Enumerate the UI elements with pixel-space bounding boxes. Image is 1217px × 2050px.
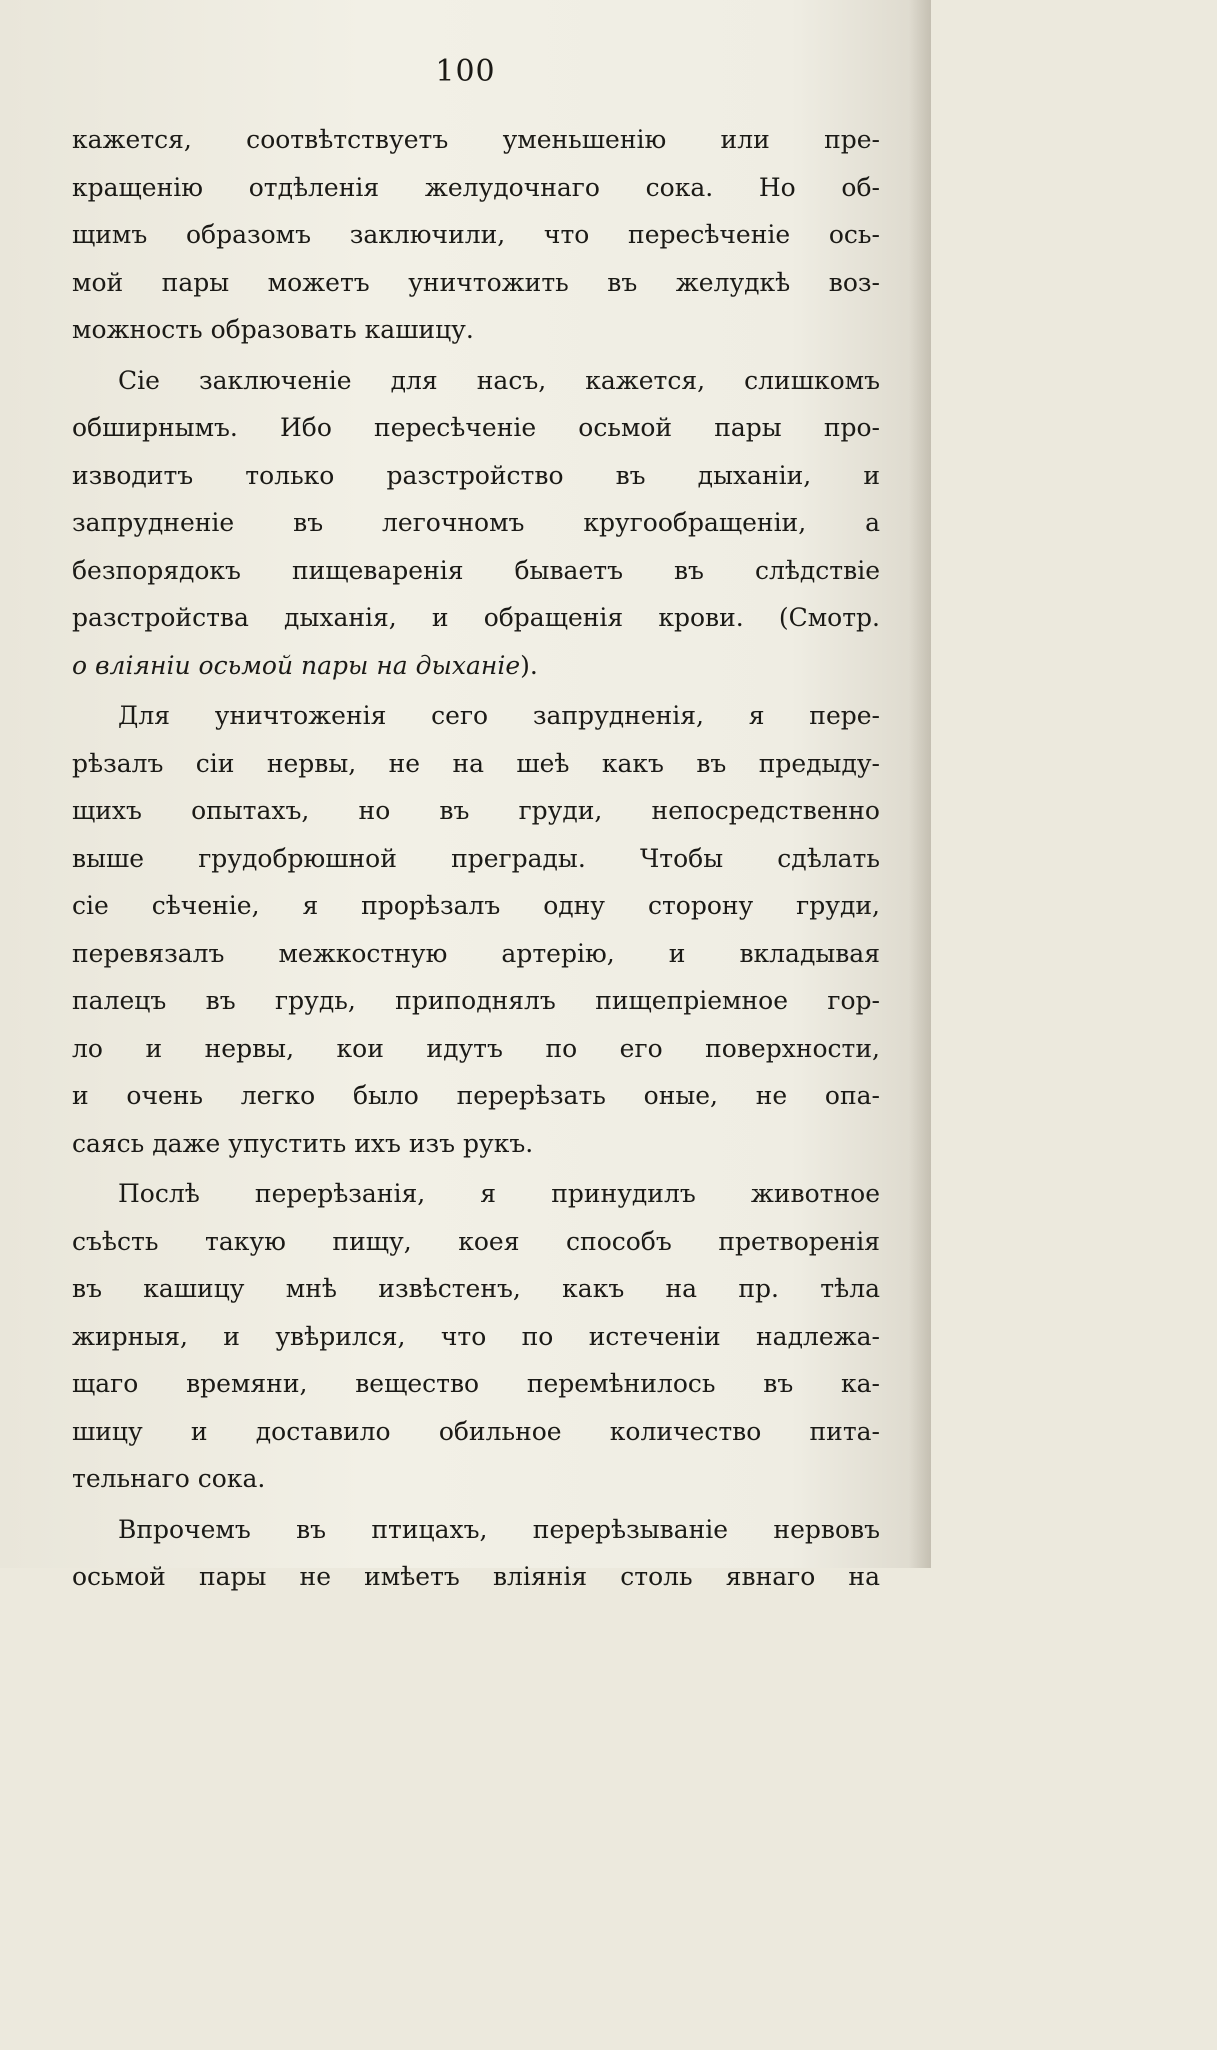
text-line: кажется, соотвѣтствуетъ уменьшенію или пре- xyxy=(72,125,880,154)
italic-reference: о вліяніи осьмой пары на дыханіе xyxy=(72,650,521,680)
text-line: палецъ въ грудь, приподнялъ пищепріемное гор- xyxy=(72,986,880,1015)
text-line: щаго времяни, вещество перемѣнилось въ ка- xyxy=(72,1369,880,1398)
text-line: осьмой пары не имѣетъ вліянія столь явнаго на xyxy=(72,1562,880,1591)
text-line: жирныя, и увѣрился, что по истеченіи надлежа- xyxy=(72,1321,880,1351)
text-line: безпорядокъ пищеваренія бываетъ въ слѣдствіе xyxy=(72,555,880,585)
text-line: перевязалъ межкостную артерію, и вкладывая xyxy=(72,938,880,968)
text-line: въ кашицу мнѣ извѣстенъ, какъ на пр. тѣла xyxy=(72,1274,880,1303)
text-line: саясь даже упустить ихъ изъ рукъ. xyxy=(72,1128,534,1158)
text-line: мой пары можетъ уничтожить въ желудкѣ воз- xyxy=(72,267,880,297)
text-line: шицу и доставило обильное количество пита- xyxy=(72,1416,880,1446)
text-line: выше грудобрюшной преграды. Чтобы сдѣлать xyxy=(72,843,880,873)
text-line: рѣзалъ сіи нервы, не на шеѣ какъ въ предыду- xyxy=(72,748,880,778)
text-line: запрудненіе въ легочномъ кругообращеніи, а xyxy=(72,508,880,537)
text-line: щимъ образомъ заключили, что пересѣченіе ось- xyxy=(72,220,880,249)
text-line: кращенію отдѣленія желудочнаго сока. Но об- xyxy=(72,172,880,202)
page-edge-shadow xyxy=(909,0,931,1568)
closing-punctuation: ). xyxy=(520,650,538,680)
text-line: ло и нервы, кои идутъ по его поверхности, xyxy=(72,1033,880,1063)
page-number: 100 xyxy=(435,54,496,89)
text-line: съѣсть такую пищу, коея способъ претворенія xyxy=(72,1226,880,1256)
text-line: разстройства дыханія, и обращенія крови. (Смотр. xyxy=(72,603,880,632)
text-line: Для уничтоженія сего запрудненія, я пере- xyxy=(118,701,880,730)
body-text xyxy=(72,116,880,1601)
text-line: Послѣ перерѣзанія, я принудилъ животное xyxy=(118,1179,880,1208)
text-line: сіе сѣченіе, я прорѣзалъ одну сторону груди, xyxy=(72,891,880,920)
text-line: Сіе заключеніе для насъ, кажется, слишкомъ xyxy=(118,365,880,395)
text-line: щихъ опытахъ, но въ груди, непосредственно xyxy=(72,796,880,825)
text-line: изводитъ только разстройство въ дыханіи, и xyxy=(72,460,880,490)
text-line: тельнаго сока. xyxy=(72,1464,266,1493)
text-line: можность образовать кашицу. xyxy=(72,315,474,344)
text-line: и очень легко было перерѣзать оные, не опа- xyxy=(72,1081,880,1110)
text-line-with-italic xyxy=(72,642,880,690)
text-line: Впрочемъ въ птицахъ, перерѣзываніе нервовъ xyxy=(118,1514,880,1544)
text-line: обширнымъ. Ибо пересѣченіе осьмой пары про- xyxy=(72,413,880,442)
